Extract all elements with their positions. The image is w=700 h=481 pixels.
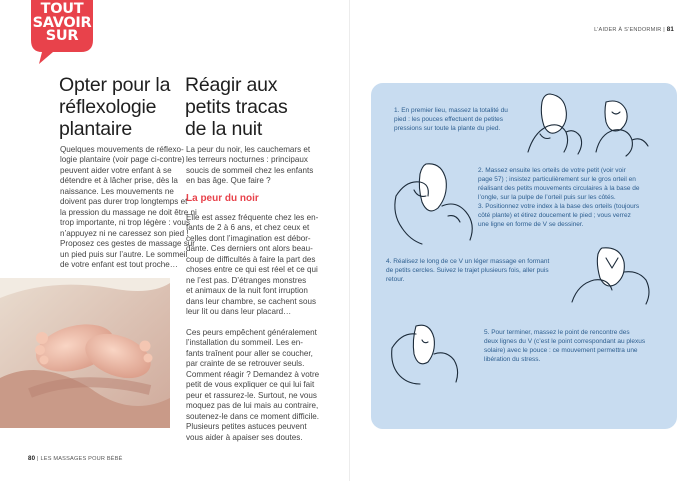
tout-savoir-sur-badge — [27, 0, 97, 66]
step-2-3-text: 2. Massez ensuite les orteils de votre petit (voir voir page 57) ; insistez particulièrement sur le gros orteil en réalisant des petits mouvements circulaires à la base de l’ongle, sur la pulpe de l’orteil puis sur les côtés. 3. Positionnez votre index à la base des orteils (toujours côté plante) et étirez doucement le pied ; vous verrez une ligne en forme de V se dessiner. — [478, 167, 640, 228]
reflexology-body: Quelques mouvements de réflexo- logie plantaire (voir page ci-contre) peuvent aider votre enfant à se détendre et à lâcher prise, dès la naissance. Les mouvements ne doivent pas durer trop longtemps et la pression du massage ne doit être ni trop importante, ni trop légère : vous n’appuyez ni ne caressez son pied ! Proposez ces gestes de massage sur un pied puis sur l’autre. Le sommeil de votre enfant est tout proche… — [60, 145, 197, 269]
fear-of-dark-body: Elle est assez fréquente chez les en- fants de 2 à 6 ans, et chez ceux et celles dont l’imagination est débor- dante. Ces derniers ont alors beau- coup de difficultés à faire la part des choses entre ce qui est réel et ce qui ne l’est pas. D’étranges monstres et animaux de la nuit font irruption dans leur chambre, se cachent sous leur lit ou dans leur placard… Ces peurs empêchent généralement l’installation du sommeil. Les en- fants traînent pour aller se coucher, par crainte de se retrouver seuls. Comment réagir ? Demandez à votre petit de vous expliquer ce qui lui fait peur et rassurez-le. Surtout, ne vous moquez pas de lui mais au contraire, soutenez-le dans ce moment difficile. Plusieurs petites astuces peuvent vous aider à apaiser ses doutes. — [186, 213, 320, 442]
reflexology-title: Opter pour la réflexologie plantaire — [59, 74, 171, 140]
badge-line: TOUT — [40, 1, 84, 17]
left-folio: 80 | LES MASSAGES POUR BÉBÉ — [28, 455, 123, 462]
plexus-point-illustration — [386, 318, 476, 388]
step-5-text: 5. Pour terminer, massez le point de rencontre des deux lignes du V (c’est le point correspondant au plexus solaire) avec le pouce : ce mouvement permettra une libération du stress. — [484, 329, 646, 363]
badge-line: SUR — [45, 28, 79, 44]
badge-line: SAVOIR — [32, 14, 92, 31]
toe-massage-illustration — [386, 160, 482, 248]
night-troubles-intro: La peur du noir, les cauchemars et les terreurs nocturnes : principaux soucis de sommeil chez les enfants en bas âge. Que faire ? — [186, 145, 314, 186]
baby-feet-photo — [0, 278, 170, 428]
fear-of-dark-subheading: La peur du noir — [186, 193, 259, 204]
step-4-text: 4. Réalisez le long de ce V un léger massage en formant de petits cercles. Suivez le trajet plusieurs fois, aller puis retour. — [386, 258, 550, 283]
night-troubles-title: Réagir aux petits tracas de la nuit — [185, 74, 288, 140]
step-1-text: 1. En premier lieu, massez la totalité du pied : les pouces effectuent de petites pressions sur toute la plante du pied. — [394, 107, 508, 132]
v-line-massage-illustration — [568, 244, 658, 310]
thumb-pressure-illustration — [520, 92, 660, 158]
right-folio: L’AIDER À S’ENDORMIR | 81 — [594, 26, 674, 33]
